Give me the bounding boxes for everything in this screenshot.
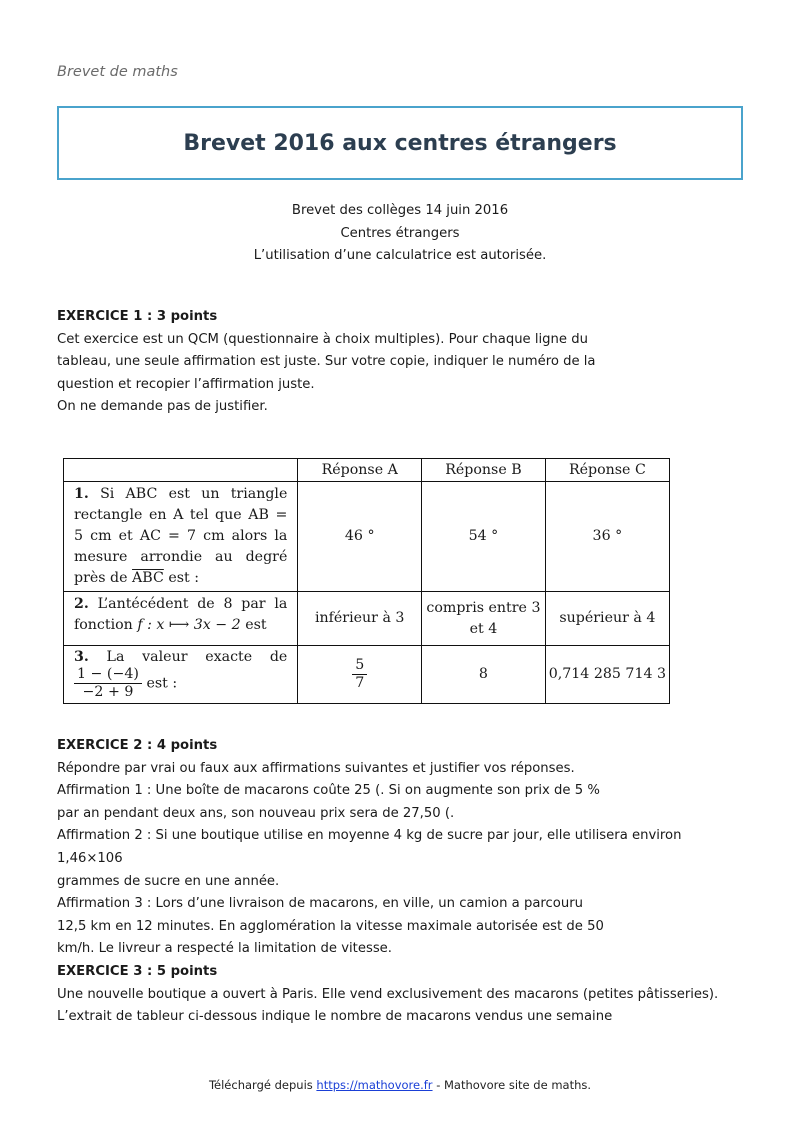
question-tail: est :: [146, 675, 178, 692]
question-number: 3.: [74, 649, 89, 665]
answer-b: 8: [422, 646, 546, 704]
answer-a: 46 °: [298, 482, 422, 592]
intro-line-1: Brevet des collèges 14 juin 2016: [291, 203, 509, 218]
question-text: L’antécédent de 8 par la fonction: [74, 596, 288, 633]
question-tail: est: [245, 617, 267, 633]
question-tail: est :: [168, 570, 200, 586]
intro: [57, 200, 743, 268]
table-row: [64, 482, 670, 592]
header-label: Brevet de maths: [57, 64, 178, 80]
answer-c: 0,714 285 714 3: [545, 646, 669, 704]
table-header-empty: [64, 459, 298, 482]
intro-line-3: L’utilisation d’une calculatrice est autorisée.: [253, 248, 547, 263]
footer: [0, 1078, 800, 1092]
exercise-2-line: Affirmation 2 : Si une boutique utilise en moyenne 4 kg de sucre par jour, elle utilisera environ 1,46×106: [57, 828, 682, 866]
exercise-1-line: On ne demande pas de justifier.: [57, 399, 268, 415]
answer-c: 36 °: [545, 482, 669, 592]
qcm-table: [63, 458, 670, 704]
question-1: [64, 482, 298, 592]
title-box: [57, 106, 743, 180]
exercise-2-line: Affirmation 1 : Une boîte de macarons coûte 25 (. Si on augmente son prix de 5 %: [57, 783, 600, 799]
question-text: Si ABC est un triangle rectangle en A tel que AB = 5 cm et AC = 7 cm alors la mesure arrondie au degré près de: [74, 486, 288, 586]
fraction-denominator: 7: [355, 675, 365, 691]
answer-a: inférieur à 3: [298, 592, 422, 646]
answer-c: supérieur à 4: [545, 592, 669, 646]
footer-suffix: - Mathovore site de maths.: [436, 1078, 592, 1092]
question-3: [64, 646, 298, 704]
intro-line-2: Centres étrangers: [340, 225, 460, 241]
fraction: [74, 666, 142, 701]
page-title: Brevet 2016 aux centres étrangers: [183, 130, 617, 156]
exercise-1-line: question et recopier l’affirmation juste.: [57, 376, 315, 392]
fraction-denominator: −2 + 9: [82, 684, 134, 700]
exercise-1-line: tableau, une seule affirmation est juste. Sur votre copie, indiquer le numéro de la: [57, 354, 596, 370]
exercise-3-line: L’extrait de tableur ci-dessous indique le nombre de macarons vendus une semaine: [57, 1009, 613, 1025]
table-header-a: Réponse A: [298, 459, 422, 482]
table-header-b: Réponse B: [422, 459, 546, 482]
exercise-2-line: grammes de sucre en une année.: [57, 873, 280, 889]
question-number: 1.: [74, 486, 89, 502]
angle-abc: $\overline{ABC}$: [132, 570, 164, 586]
answer-b: 54 °: [422, 482, 546, 592]
exercise-2: [57, 735, 747, 961]
table-row: [64, 646, 670, 704]
exercise-2-heading: EXERCICE 2 : 4 points: [57, 738, 218, 753]
table-header-row: [64, 459, 670, 482]
exercise-1-heading: EXERCICE 1 : 3 points: [57, 309, 218, 324]
table-row: [64, 592, 670, 646]
exercise-2-line: 12,5 km en 12 minutes. En agglomération la vitesse maximale autorisée est de 50: [57, 918, 604, 934]
fraction: [352, 657, 367, 692]
footer-prefix: Téléchargé depuis: [208, 1078, 313, 1092]
exercise-1: [57, 306, 747, 419]
function-expression: f : x ⟼ 3x − 2: [137, 617, 241, 633]
exercise-3: [57, 961, 747, 1029]
table-header-c: Réponse C: [545, 459, 669, 482]
answer-b: compris entre 3 et 4: [422, 592, 546, 646]
fraction-numerator: 1 − (−4): [74, 666, 142, 684]
answer-a: [298, 646, 422, 704]
question-text: La valeur exacte de: [106, 649, 288, 665]
exercise-2-line: Répondre par vrai ou faux aux affirmations suivantes et justifier vos réponses.: [57, 760, 575, 776]
exercise-1-line: Cet exercice est un QCM (questionnaire à choix multiples). Pour chaque ligne du: [57, 331, 588, 347]
footer-link[interactable]: https://mathovore.fr: [316, 1078, 433, 1092]
question-2: [64, 592, 298, 646]
exercise-2-line: Affirmation 3 : Lors d’une livraison de macarons, en ville, un camion a parcouru: [57, 896, 583, 912]
question-number: 2.: [74, 596, 89, 612]
fraction-numerator: 5: [352, 657, 367, 675]
exercise-3-line: Une nouvelle boutique a ouvert à Paris. Elle vend exclusivement des macarons (petites pâtisseries).: [57, 986, 719, 1002]
exercise-2-line: par an pendant deux ans, son nouveau prix sera de 27,50 (.: [57, 805, 455, 821]
exercise-2-line: km/h. Le livreur a respecté la limitation de vitesse.: [57, 941, 392, 957]
exercise-3-heading: EXERCICE 3 : 5 points: [57, 964, 218, 979]
